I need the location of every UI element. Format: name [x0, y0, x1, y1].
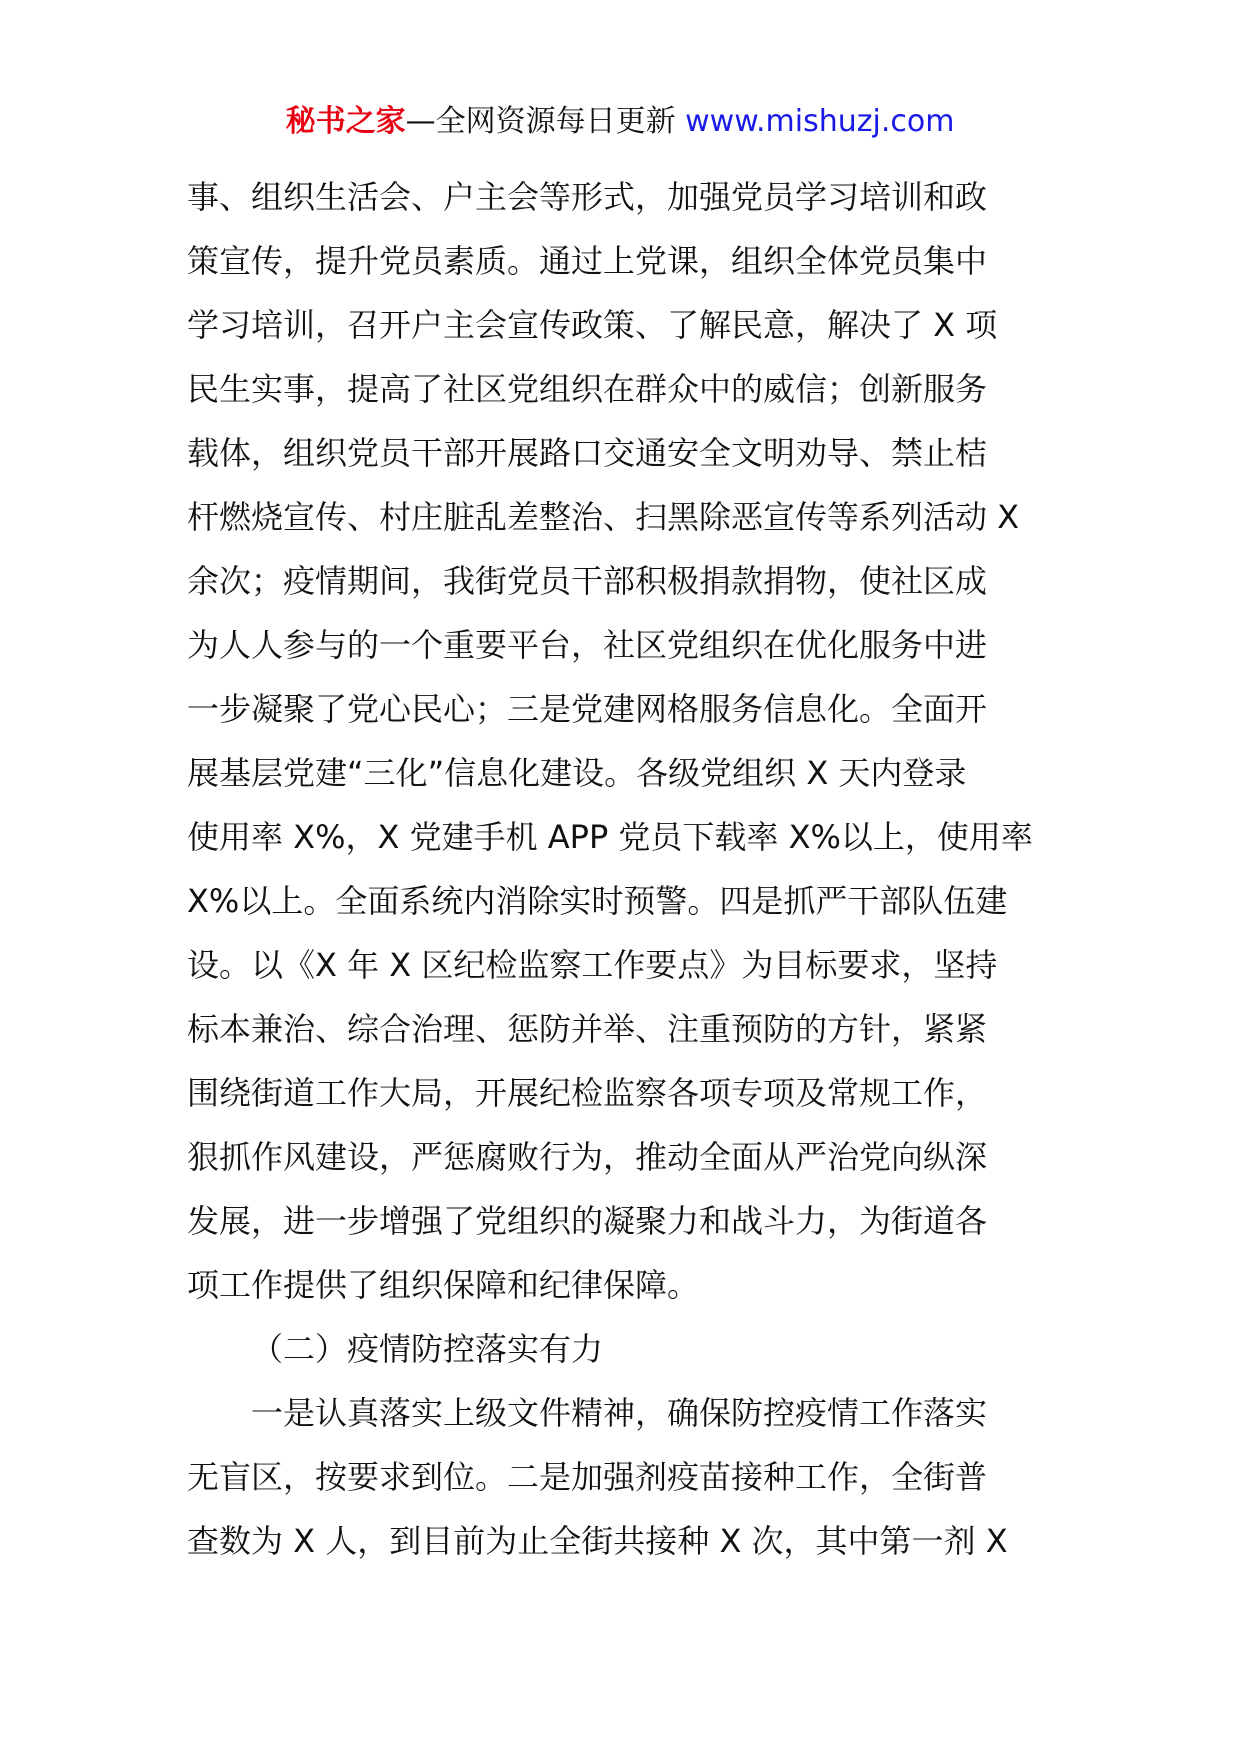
site-banner: [0, 102, 1240, 142]
body-line: 标本兼治、综合治理、惩防并举、注重预防的方针，紧紧: [187, 1010, 988, 1048]
body-line: X%以上。全面系统内消除实时预警。四是抓严干部队伍建: [187, 882, 1008, 920]
site-url-link[interactable]: www.mishuzj.com: [685, 104, 955, 139]
body-line: 为人人参与的一个重要平台，社区党组织在优化服务中进: [187, 626, 988, 664]
body-line: 使用率 X%，X 党建手机 APP 党员下载率 X%以上，使用率: [187, 818, 1033, 856]
body-line: 项工作提供了组织保障和纪律保障。: [187, 1266, 700, 1304]
body-line: 设。以《X 年 X 区纪检监察工作要点》为目标要求，坚持: [187, 946, 998, 984]
body-line: 学习培训，召开户主会宣传政策、了解民意，解决了 X 项: [187, 306, 998, 344]
body-line: 一步凝聚了党心民心；三是党建网格服务信息化。全面开: [187, 690, 988, 728]
site-tagline: —全网资源每日更新: [405, 104, 676, 139]
section-line: 查数为 X 人，到目前为止全街共接种 X 次，其中第一剂 X: [187, 1522, 1008, 1560]
body-line: 杆燃烧宣传、村庄脏乱差整治、扫黑除恶宣传等系列活动 X: [187, 498, 1020, 536]
body-line: 策宣传，提升党员素质。通过上党课，组织全体党员集中: [187, 242, 988, 280]
section-line: 无盲区，按要求到位。二是加强剂疫苗接种工作，全街普: [187, 1458, 988, 1496]
body-line: 展基层党建“三化”信息化建设。各级党组织 X 天内登录: [187, 754, 967, 792]
body-line: 载体，组织党员干部开展路口交通安全文明劝导、禁止桔: [187, 434, 988, 472]
body-line: 民生实事，提高了社区党组织在群众中的威信；创新服务: [187, 370, 988, 408]
body-line: 围绕街道工作大局，开展纪检监察各项专项及常规工作，: [187, 1074, 988, 1112]
section-heading: （二）疫情防控落实有力: [251, 1330, 604, 1368]
body-line: 事、组织生活会、户主会等形式，加强党员学习培训和政: [187, 178, 988, 216]
site-brand: 秘书之家: [285, 104, 406, 139]
section-line: 一是认真落实上级文件精神，确保防控疫情工作落实: [251, 1394, 988, 1432]
body-line: 发展，进一步增强了党组织的凝聚力和战斗力，为街道各: [187, 1202, 988, 1240]
body-line: 余次；疫情期间，我街党员干部积极捐款捐物，使社区成: [187, 562, 988, 600]
body-line: 狠抓作风建设，严惩腐败行为，推动全面从严治党向纵深: [187, 1138, 988, 1176]
document-body: [187, 165, 1057, 1573]
